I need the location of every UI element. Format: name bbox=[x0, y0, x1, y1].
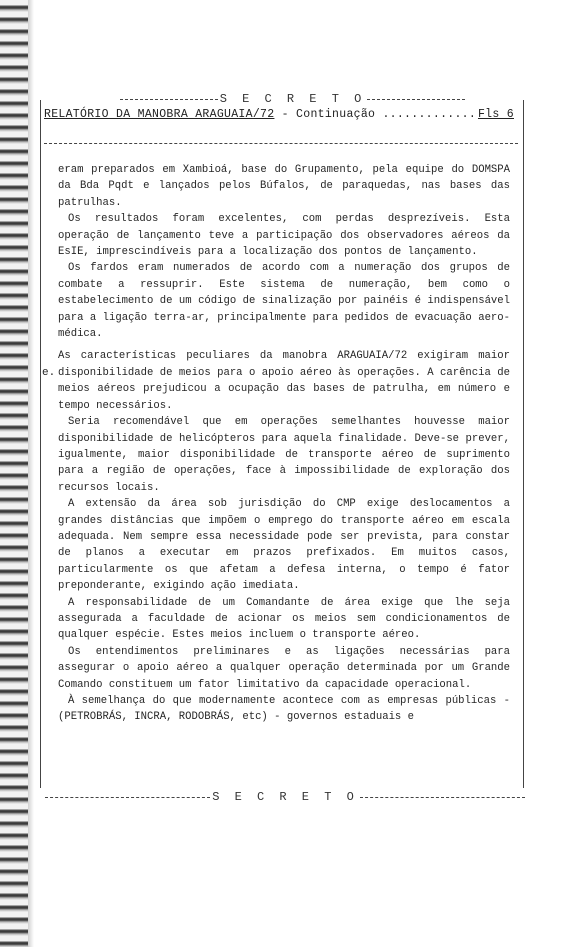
classification-bottom-banner bbox=[0, 790, 575, 804]
spiral-binding bbox=[0, 0, 28, 947]
page-number: Fls 6 bbox=[477, 108, 514, 121]
classification-bottom-label: S E C R E T O bbox=[212, 790, 358, 804]
paragraph-8: Os entendimentos preliminares e as ligações necessárias para assegurar o apoio aéreo a qualquer operação determinada por um Grande Comando constituem um fator limitativo da capacidade operacional. bbox=[58, 645, 510, 691]
continuation-label: - Continuação ............. bbox=[281, 108, 477, 121]
section-marker: e. bbox=[42, 367, 56, 379]
document-body bbox=[58, 162, 510, 726]
report-title: RELATÓRIO DA MANOBRA ARAGUAIA/72 bbox=[44, 108, 275, 121]
header-divider bbox=[44, 143, 518, 144]
paragraph-7: A responsabilidade de um Comandante de área exige que lhe seja assegurada a faculdade de acionar os meios sem condicionamentos de qualquer espécie. Estes meios incluem o transporte aéreo. bbox=[58, 596, 510, 642]
paragraph-5: Seria recomendável que em operações semelhantes houvesse maior disponibilidade de helicópteros para aquela finalidade. Deve-se prever, igualmente, maior disponibilidade de transporte aéreo de suprimento para a região de operações, face à impossibilidade de exploração dos recursos locais. bbox=[58, 416, 510, 494]
paragraph-1: eram preparados em Xambioá, base do Grupamento, pela equipe do DOMSPA da Bda Pqdt e lançados pelos Búfalos, de paraquedas, nas bases das patrulhas. bbox=[58, 164, 510, 209]
paragraph-2: Os resultados foram excelentes, com perdas desprezíveis. Esta operação de lançamento teve a participação dos observadores aéreos da EsIE, imprescindíveis para a localização dos pontos de lançamento. bbox=[58, 213, 510, 259]
paragraph-3: Os fardos eram numerados de acordo com a numeração dos grupos de combate a ressuprir. Este sistema de numeração, bem como o estabelecimento de um código de sinalização por painéis é indispensável para a ligação terra-ar, principalmente para pedidos de evacuação aero-médica. bbox=[58, 262, 510, 341]
document-header bbox=[44, 108, 514, 121]
binding-shadow bbox=[28, 0, 34, 947]
classification-bottom-rule-left bbox=[45, 797, 210, 798]
classification-top-label: S E C R E T O bbox=[219, 92, 366, 106]
classification-bottom-rule-right bbox=[360, 797, 525, 798]
paragraph-4: As características peculiares da manobra ARAGUAIA/72 exigiram maior disponibilidade de meios para o apoio aéreo às operações. A carência de meios aéreos prejudicou a ocupação das bases de patrulha, em número e tempo necessários. bbox=[58, 350, 510, 412]
paragraph-9: À semelhança do que modernamente acontece com as empresas públicas - (PETROBRÁS, INCRA, RODOBRÁS, etc) - governos estaduais e bbox=[58, 695, 510, 724]
paragraph-6: A extensão da área sob jurisdição do CMP exige deslocamentos a grandes distâncias que impõem o emprego do transporte aéreo em escala adequada. Nem sempre essa necessidade pode ser prevista, para constar de planos a executar em prazos prefixados. Em muitos casos, particularmente os que afetam a defesa interna, o tempo é fator preponderante, exigindo ação imediata. bbox=[58, 498, 510, 593]
